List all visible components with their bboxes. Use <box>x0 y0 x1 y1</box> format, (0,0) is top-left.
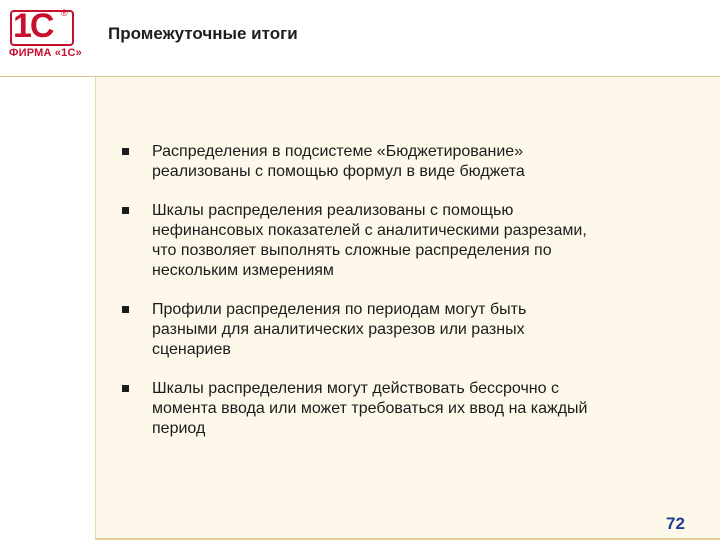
square-bullet-icon <box>122 207 129 214</box>
brand-logo <box>0 0 95 80</box>
logo-mark: 1С <box>13 7 53 45</box>
bullet-list <box>120 142 590 458</box>
registered-mark: ® <box>61 8 68 18</box>
bullet-text: Профили распределения по периодам могут быть разными для аналитических разрезов или разных сценариев <box>152 301 527 358</box>
title-bar <box>95 0 720 77</box>
bullet-item <box>120 142 590 182</box>
slide-title: Промежуточные итоги <box>108 24 298 43</box>
square-bullet-icon <box>122 148 129 155</box>
square-bullet-icon <box>122 306 129 313</box>
logo-subtitle: ФИРМА «1С» <box>9 47 82 59</box>
bullet-item <box>120 201 590 281</box>
bullet-text: Распределения в подсистеме «Бюджетирование» реализованы с помощью формул в виде бюджета <box>152 143 525 180</box>
bullet-item <box>120 300 590 360</box>
square-bullet-icon <box>122 385 129 392</box>
page-number: 72 <box>666 514 685 533</box>
bullet-text: Шкалы распределения могут действовать бессрочно с момента ввода или может требоваться их ввод на каждый период <box>152 380 588 437</box>
bullet-item <box>120 379 590 439</box>
bullet-text: Шкалы распределения реализованы с помощью нефинансовых показателей с аналитическими разрезами, что позволяет выполнять сложные распределения по нескольким измерениям <box>152 202 587 279</box>
